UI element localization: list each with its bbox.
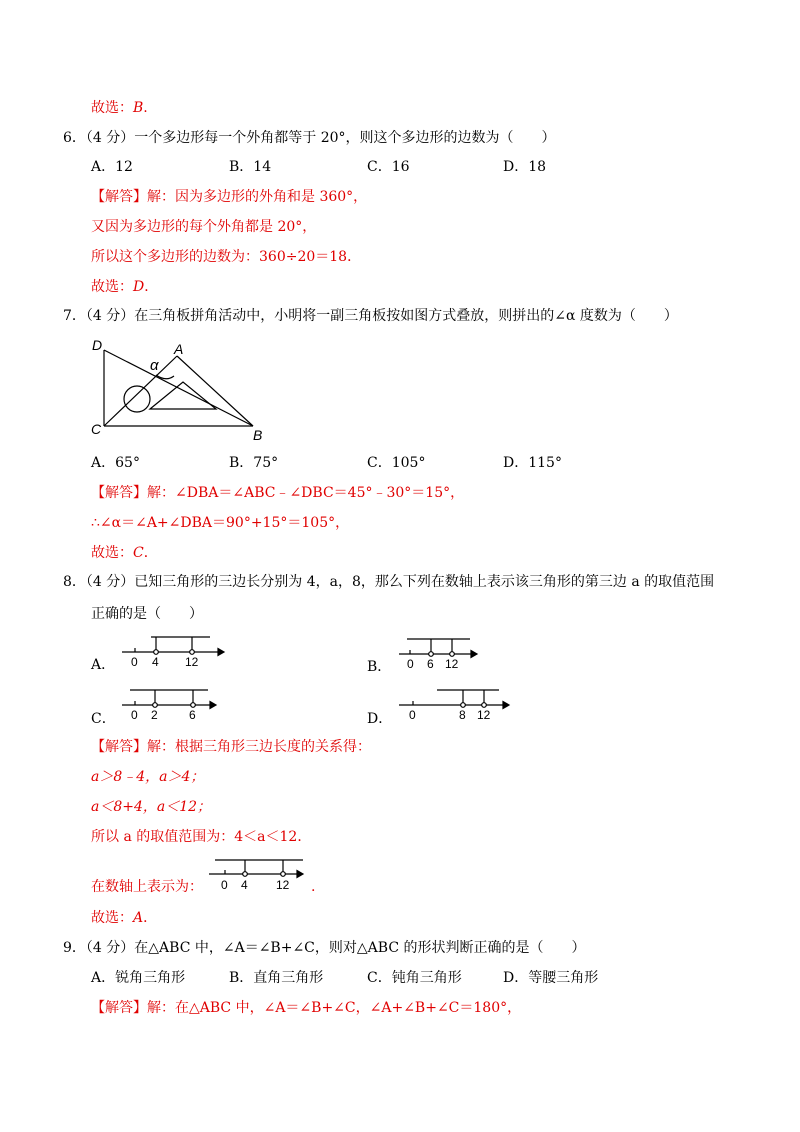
- q8-solution-line-5: 在数轴上表示为：: [91, 879, 203, 895]
- q6-choice-line: 故选：D．: [91, 279, 159, 295]
- q7-option-a: A．65°: [91, 455, 140, 471]
- q8-solution-line-2: a＞8﹣4，a＞4；: [91, 769, 205, 785]
- svg-text:12: 12: [445, 657, 459, 670]
- q9-option-d: D．等腰三角形: [503, 970, 599, 986]
- question-text: （4 分）在三角板拼角活动中，小明将一副三角板按如图方式叠放，则拼出的∠α 度数为（ ）: [85, 308, 678, 324]
- svg-text:12: 12: [185, 655, 199, 668]
- q6-stem: [63, 129, 556, 147]
- q9-option-b: B．直角三角形: [229, 970, 324, 986]
- q8-solution-line-5-end: .: [311, 879, 316, 895]
- label-b: B: [253, 427, 263, 443]
- svg-text:0: 0: [407, 657, 414, 670]
- q7-solution-line-1: 【解答】解：∠DBA＝∠ABC﹣∠DBC＝45°﹣30°＝15°，: [91, 485, 465, 501]
- q8-option-a-number-line: [118, 632, 228, 668]
- solution-tag: 【解答】: [91, 189, 147, 205]
- q6-option-d: D．18: [503, 159, 547, 175]
- q8-solution-line-4: 所以 a 的取值范围为：4＜a＜12．: [91, 829, 312, 845]
- q8-option-b-letter: B．: [367, 659, 392, 675]
- label-alpha: α: [150, 357, 159, 374]
- q8-solution-line-3: a＜8+4，a＜12；: [91, 799, 212, 815]
- q8-option-c-number-line: [118, 685, 228, 721]
- q7-solution-line-2: ∴∠α＝∠A+∠DBA＝90°+15°＝105°，: [91, 515, 350, 531]
- q8-option-c-letter: C．: [91, 711, 116, 727]
- q6-solution-line-1: 【解答】解：因为多边形的外角和是 360°，: [91, 189, 368, 205]
- question-number: 6．: [63, 130, 86, 146]
- svg-text:12: 12: [276, 878, 290, 892]
- q6-option-b: B．14: [229, 159, 272, 175]
- q9-solution-line-1: 【解答】解：在△ABC 中，∠A＝∠B+∠C，∠A+∠B+∠C＝180°，: [91, 1000, 522, 1016]
- q8-solution-number-line: [205, 854, 315, 892]
- q5-choice-line: [91, 99, 148, 117]
- q8-stem-line-2: 正确的是（ ）: [91, 606, 203, 622]
- choice-suffix: .: [143, 100, 148, 116]
- q7-option-b: B．75°: [229, 455, 279, 471]
- svg-text:0: 0: [221, 878, 228, 892]
- svg-text:6: 6: [427, 657, 434, 670]
- q7-stem: [63, 307, 678, 325]
- svg-text:12: 12: [477, 708, 491, 721]
- label-d: D: [92, 337, 103, 353]
- label-a: A: [174, 341, 184, 357]
- q8-option-d-letter: D．: [367, 711, 393, 727]
- q7-choice-line: 故选：C．: [91, 545, 158, 561]
- choice-answer: B: [133, 100, 144, 116]
- q6-solution-line-2: 又因为多边形的每个外角都是 20°，: [91, 219, 317, 235]
- svg-text:2: 2: [151, 708, 158, 721]
- q7-triangle-figure: [88, 332, 268, 444]
- q8-solution-line-1: 【解答】解：根据三角形三边长度的关系得：: [91, 739, 371, 755]
- q8-option-d-number-line: [395, 685, 520, 721]
- q9-stem: [63, 939, 585, 957]
- q7-option-c: C．105°: [367, 455, 426, 471]
- question-text: （4 分）已知三角形的三边长分别为 4，a，8，那么下列在数轴上表示该三角形的第三边 a 的取值范围: [85, 574, 715, 590]
- svg-text:0: 0: [131, 708, 138, 721]
- q9-option-c: C．钝角三角形: [367, 970, 462, 986]
- q8-stem-line-1: [63, 573, 714, 591]
- q8-option-a-letter: A．: [91, 657, 116, 673]
- svg-text:6: 6: [189, 708, 196, 721]
- q7-option-d: D．115°: [503, 455, 562, 471]
- choice-prefix: 故选：: [91, 100, 133, 116]
- q8-option-b-number-line: [395, 634, 485, 670]
- question-number: 7．: [63, 308, 86, 324]
- q6-option-a: A．12: [91, 159, 133, 175]
- svg-text:4: 4: [152, 655, 159, 668]
- svg-text:0: 0: [409, 708, 416, 721]
- q8-choice-line: 故选：A．: [91, 910, 158, 926]
- q9-option-a: A．锐角三角形: [91, 970, 186, 986]
- q6-solution-line-3: 所以这个多边形的边数为：360÷20＝18．: [91, 249, 362, 265]
- q6-option-c: C．16: [367, 159, 410, 175]
- svg-text:0: 0: [131, 655, 138, 668]
- question-number: 9．: [63, 940, 86, 956]
- question-text: （4 分）一个多边形每一个外角都等于 20°，则这个多边形的边数为（ ）: [85, 130, 556, 146]
- svg-text:4: 4: [241, 878, 248, 892]
- svg-text:8: 8: [459, 708, 466, 721]
- question-text: （4 分）在△ABC 中，∠A＝∠B+∠C，则对△ABC 的形状判断正确的是（ ）: [85, 940, 586, 956]
- label-c: C: [91, 421, 102, 437]
- question-number: 8．: [63, 574, 86, 590]
